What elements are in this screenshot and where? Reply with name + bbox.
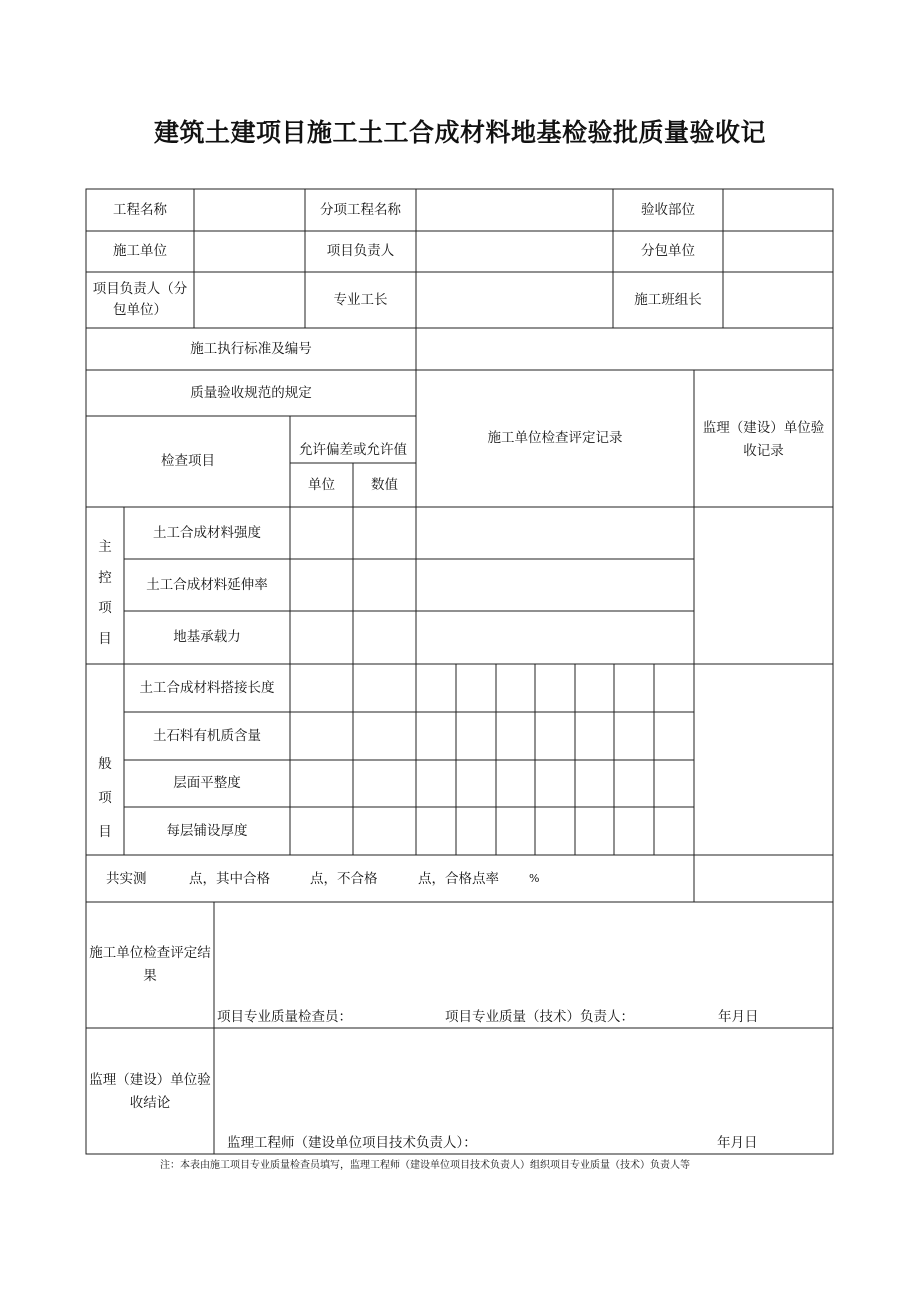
spec-label: 质量验收规范的规定 [190,384,312,401]
general-item-row: 层面平整度 [173,775,241,791]
deviation-label: 允许偏差或允许值 [299,442,407,458]
subitem-name-label: 分项工程名称 [320,201,401,218]
main-group-char: 项 [98,600,112,616]
sub-manager-label-line1: 项目负责人（分 [92,281,188,297]
conclusion-label-line2: 收结论 [129,1095,171,1111]
value-label: 数值 [371,476,398,493]
construction-unit-label: 施工单位 [113,243,167,259]
result-label-line2: 果 [143,968,157,984]
standard-label: 施工执行标准及编号 [190,340,312,357]
result-tech-lead: 项目专业质量（技术）负责人： [445,1009,634,1025]
main-item-row: 地基承载力 [173,629,241,645]
main-group-char: 目 [98,631,112,647]
summary-qualified: 点，其中合格 [189,871,270,887]
summary-unqualified: 点，不合格 [310,871,378,887]
summary-percent: % [529,872,540,885]
general-group-char: 般 [98,756,112,772]
sub-manager-label-line2: 包单位） [113,302,167,318]
result-label [86,935,214,995]
footnote: 注：本表由施工项目专业质量检查员填写，监理工程师（建设单位项目技术负责人）组织项目专业质量（技术）负责人等 [160,1160,690,1171]
result-date: 年月日 [718,1009,759,1025]
inspection-item-label: 检查项目 [161,453,215,469]
summary-total: 共实测 [106,871,147,887]
conclusion-date: 年月日 [717,1135,758,1151]
general-item-row: 土工合成材料搭接长度 [139,679,275,696]
result-label-line1: 施工单位检查评定结 [89,945,211,961]
record-label: 施工单位检查评定记录 [487,430,623,446]
general-item-row: 每层铺设厚度 [166,822,248,839]
unit-label: 单位 [308,476,335,493]
sub-manager-label [86,272,194,328]
acceptance-part-label: 验收部位 [641,201,695,218]
project-name-label: 工程名称 [113,201,167,218]
general-item-row: 土石料有机质含量 [153,727,261,744]
supervision-record-line1: 监理（建设）单位验 [702,420,825,436]
conclusion-label [86,1062,214,1122]
conclusion-label-line1: 监理（建设）单位验 [89,1072,211,1088]
main-item-row: 土工合成材料强度 [153,524,261,541]
supervision-record-line2: 收记录 [743,443,784,459]
subcontract-unit-label: 分包单位 [641,243,695,259]
foreman-label: 专业工长 [333,291,388,308]
supervision-record-label [694,410,833,470]
general-group-char: 目 [98,824,112,840]
main-item-row: 土工合成材料延伸率 [146,576,268,593]
conclusion-engineer: 监理工程师（建设单位项目技术负责人）： [227,1135,477,1151]
summary-rate: 点，合格点率 [418,871,499,887]
page-title: 建筑土建项目施工土工合成材料地基检验批质量验收记 [153,118,766,147]
project-manager-label: 项目负责人 [326,243,395,259]
result-inspector: 项目专业质量检查员： [217,1009,352,1025]
general-group-char: 项 [98,790,112,806]
main-group-char: 主 [98,539,112,555]
main-group-char: 控 [98,570,112,586]
team-leader-label: 施工班组长 [634,291,702,308]
